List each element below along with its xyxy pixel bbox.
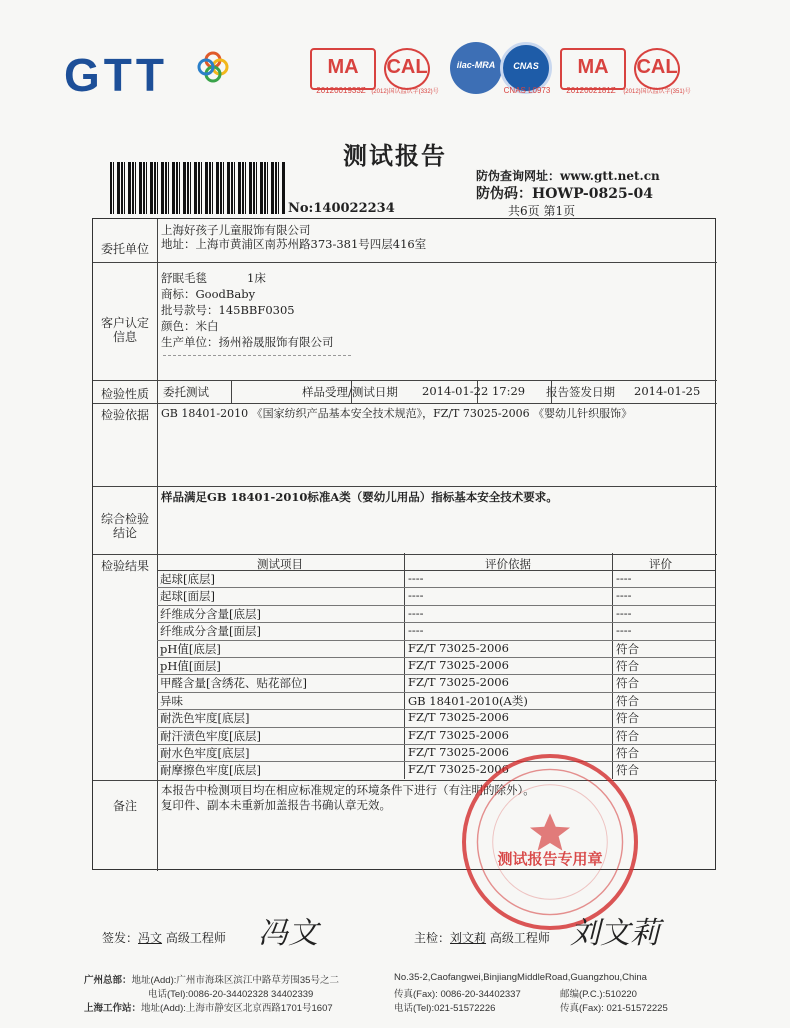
result-basis: ----: [408, 605, 424, 620]
result-basis: ----: [408, 623, 424, 638]
sample-color: 颜色：米白: [161, 319, 219, 333]
result-item: 起球[底层]: [160, 572, 215, 586]
result-eval: 符合: [616, 763, 639, 778]
barcode: [110, 162, 286, 214]
result-basis: ----: [408, 588, 424, 603]
conclusion-label-1: 综合检验: [100, 512, 149, 526]
cnas-code: CNAS L0973: [503, 86, 551, 95]
result-basis: FZ/T 73025-2006: [408, 710, 509, 725]
result-basis: FZ/T 73025-2006: [408, 762, 509, 777]
result-eval: 符合: [616, 728, 639, 743]
remarks-line1: 本报告中检测项目均在相应标准规定的环境条件下进行（有注明的除外）。: [161, 783, 535, 797]
result-basis: FZ/T 73025-2006: [408, 675, 509, 690]
footer-gz-line1: [84, 972, 339, 986]
result-eval: 符合: [616, 659, 639, 673]
result-eval: 符合: [616, 746, 639, 760]
footer-gz-post: 邮编(P.C.):510220: [560, 989, 637, 1000]
results-header-eval: 评价: [649, 557, 672, 571]
inspector-title: 高级工程师: [489, 931, 550, 945]
issuer-title: 高级工程师: [165, 931, 226, 945]
conclusion-label-2: 结论: [112, 526, 137, 540]
cma-code-1: 2012001933Z: [316, 86, 366, 95]
footer-gz-fax: 传真(Fax): 0086-20-34402337: [394, 989, 521, 1000]
result-item: 纤维成分含量[面层]: [160, 624, 261, 639]
issue-date: 2014-01-25: [634, 384, 701, 398]
result-basis: FZ/T 73025-2006: [408, 658, 509, 672]
result-item: pH值[底层]: [160, 641, 221, 656]
basis-label: 检验依据: [100, 408, 149, 422]
recv-date-label: 样品受理/测试日期: [302, 385, 398, 399]
result-basis: FZ/T 73025-2006: [408, 640, 509, 655]
result-item: pH值[面层]: [160, 659, 221, 673]
footer-gz-addr: 地址(Add):广州市海珠区滨江中路草芳围35号之二: [131, 975, 339, 986]
issuer-label: 签发：: [102, 931, 139, 945]
results-label: 检验结果: [100, 559, 149, 573]
gtt-logo: GTT: [64, 49, 168, 101]
footer-sh-tel: 电话(Tel):021-51572226: [394, 1003, 496, 1014]
footer-gz-addr-en: No.35-2,Caofangwei,BinjiangMiddleRoad,Guangzhou,China: [394, 972, 647, 983]
footer-sh-addr: 地址(Add):上海市静安区北京西路1701号1607: [141, 1003, 333, 1014]
result-eval: 符合: [616, 711, 639, 726]
official-stamp: [462, 754, 638, 930]
result-item: 耐洗色牢度[底层]: [160, 711, 250, 726]
stamp-ring-icon: [466, 758, 634, 926]
results-header-basis: 评价依据: [485, 557, 531, 571]
sample-producer: 生产单位：扬州裕晟服饰有限公司: [161, 335, 334, 349]
cal-mark-1: CAL: [384, 48, 430, 90]
result-item: 起球[面层]: [160, 589, 215, 604]
footer-gz-tel: 电话(Tel):0086-20-34402328 34402339: [148, 989, 314, 1000]
sample-name: 舒眠毛毯: [161, 271, 207, 285]
sample-label-2: 信息: [112, 330, 137, 344]
client-label: 委托单位: [100, 242, 149, 256]
sample-brand: 商标：GoodBaby: [161, 287, 256, 301]
conclusion-value: 样品满足GB 18401-2010标准A类（婴幼儿用品）指标基本安全技术要求。: [161, 490, 558, 504]
result-item: 耐摩擦色牢度[底层]: [160, 763, 261, 778]
result-item: 耐水色牢度[底层]: [160, 746, 250, 760]
result-item: 耐汗渍色牢度[底层]: [160, 728, 261, 743]
sample-qty: 1床: [247, 271, 266, 285]
inspector-label: 主检：: [414, 931, 451, 945]
verify-website: 防伪查询网址：www.gtt.net.cn: [476, 169, 660, 183]
result-eval: ----: [616, 588, 632, 603]
inspector-name: 刘文莉: [450, 931, 487, 945]
client-address: 地址：上海市黄浦区南苏州路373-381号四层416室: [161, 237, 427, 251]
cal-mark-2: CAL: [634, 48, 680, 90]
issue-date-label: 报告签发日期: [546, 385, 615, 399]
result-eval: ----: [616, 623, 632, 638]
result-basis: FZ/T 73025-2006: [408, 727, 509, 742]
stamp-text: 测试报告专用章: [497, 850, 603, 868]
nature-label: 检验性质: [100, 387, 149, 401]
result-eval: 符合: [616, 641, 639, 656]
result-eval: 符合: [616, 676, 639, 691]
sample-batch: 批号款号：145BBF0305: [161, 303, 295, 317]
report-title: 测试报告: [343, 141, 447, 170]
cma-code-2: 2012002181Z: [566, 86, 616, 95]
cal-code-2: (2012)国认监认字(351)号: [623, 89, 691, 95]
remarks-label: 备注: [112, 799, 137, 813]
sample-label-1: 客户认定: [100, 316, 149, 330]
cma-mark-1: MA: [310, 48, 376, 90]
results-table: [157, 553, 715, 779]
nature-value: 委托测试: [163, 385, 209, 399]
footer-sh-fax: 传真(Fax): 021-51572225: [560, 1003, 668, 1014]
issuer-signature: 冯文: [258, 916, 318, 951]
result-eval: 符合: [616, 693, 639, 708]
result-basis: ----: [408, 571, 424, 585]
footer-gz-label: 广州总部：: [84, 975, 132, 986]
anti-fake-code: 防伪码：HOWP-0825-04: [476, 186, 653, 202]
result-basis: FZ/T 73025-2006: [408, 745, 509, 759]
recv-date: 2014-01-22 17:29: [422, 384, 526, 398]
result-item: 甲醛含量[含绣花、贴花部位]: [160, 676, 307, 691]
result-item: 纤维成分含量[底层]: [160, 606, 261, 621]
result-item: 异味: [160, 693, 183, 708]
cal-code-1: (2012)国认监认字(332)号: [371, 89, 439, 95]
issuer-line: [102, 929, 226, 946]
ilac-mra-text: ilac-MRA: [456, 60, 496, 70]
result-eval: ----: [616, 605, 632, 620]
remarks-line2: 复印件、副本未重新加盖报告书确认章无效。: [161, 798, 391, 812]
page-count: 共6页 第1页: [508, 204, 576, 218]
result-eval: ----: [616, 571, 632, 585]
footer-sh-label: 上海工作站：: [84, 1003, 142, 1014]
result-basis: GB 18401-2010(A类): [408, 693, 528, 708]
cma-mark-2: MA: [560, 48, 626, 90]
inspector-signature: 刘文莉: [570, 916, 660, 951]
basis-value: GB 18401-2010 《国家纺织产品基本安全技术规范》，FZ/T 73025-2006 《婴幼儿针织服饰》: [161, 407, 633, 420]
cnas-text: CNAS: [513, 61, 539, 71]
report-number: No:140022234: [288, 201, 395, 216]
client-name: 上海好孩子儿童服饰有限公司: [161, 223, 311, 237]
gtt-flower-icon: [196, 50, 230, 84]
results-header-item: 测试项目: [257, 557, 303, 571]
footer-sh-line: [84, 1000, 333, 1014]
inspector-line: [414, 929, 550, 946]
issuer-name: 冯文: [138, 931, 163, 945]
